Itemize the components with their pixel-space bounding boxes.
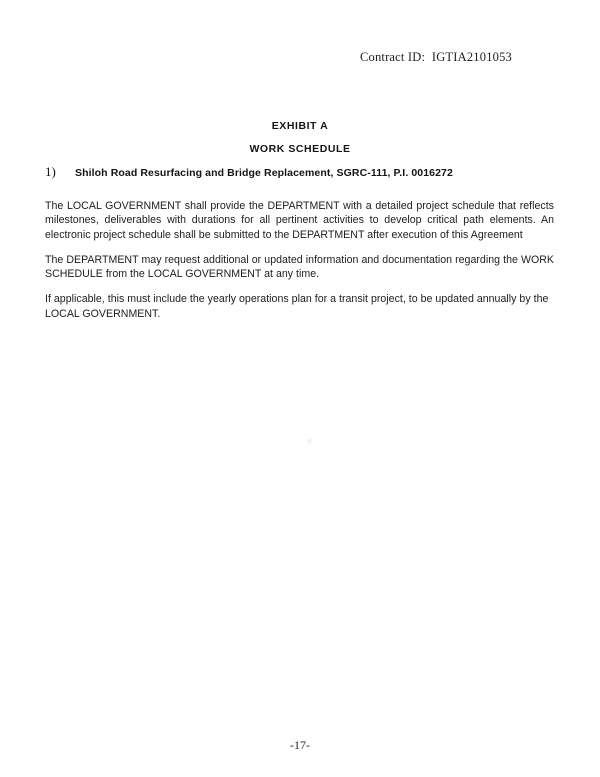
body-paragraph: The LOCAL GOVERNMENT shall provide the DEPARTMENT with a detailed project schedule that reflects milestones, deliverables with durations for all pertinent activities to develop critical path elements. An electronic project schedule shall be submitted to the DEPARTMENT after execution of this Agreement [45, 200, 554, 241]
body-paragraph: The DEPARTMENT may request additional or updated information and documentation regarding the WORK SCHEDULE from the LOCAL GOVERNMENT at any time. [45, 253, 554, 281]
work-schedule-body [45, 199, 554, 321]
work-schedule-heading: WORK SCHEDULE [249, 143, 351, 155]
project-item-title: Shiloh Road Resurfacing and Bridge Replacement, SGRC-111, P.I. 0016272 [75, 167, 453, 179]
exhibit-heading: EXHIBIT A [271, 120, 329, 132]
scan-artifact [307, 438, 312, 444]
page-number-footer: -17- [290, 738, 310, 752]
body-paragraph: If applicable, this must include the yearly operations plan for a transit project, to be updated annually by the LOCAL GOVERNMENT. [45, 293, 549, 320]
contract-id-header: Contract ID: IGTIA2101053 [359, 50, 512, 64]
project-item-number: 1) [45, 164, 56, 179]
project-item [45, 164, 555, 180]
